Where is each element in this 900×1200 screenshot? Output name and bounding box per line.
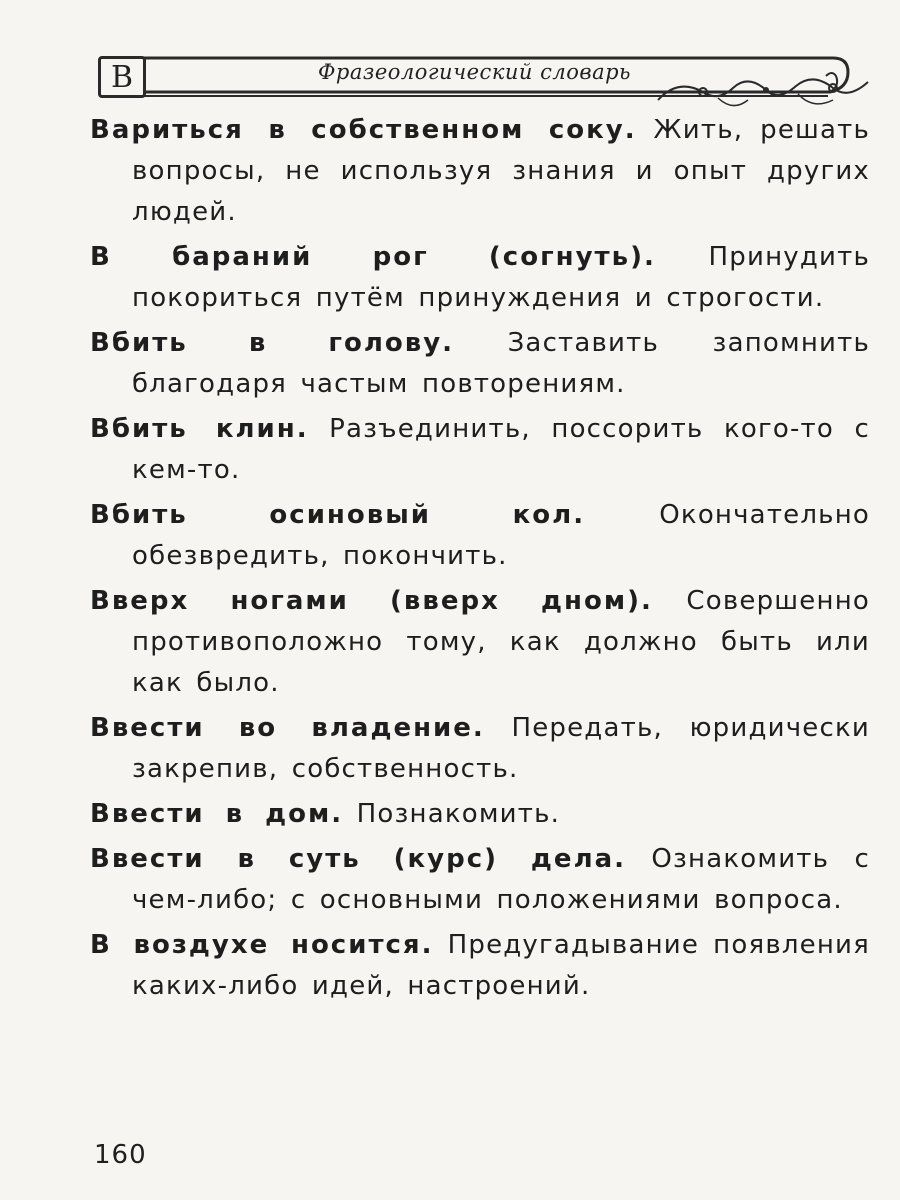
- entry-definition: Жить, решать вопросы, не используя знания и опыт других людей.: [132, 115, 871, 227]
- entry-definition: Передать, юридически закрепив, собственность.: [132, 713, 870, 784]
- dictionary-entry: [90, 323, 870, 405]
- dictionary-entry: [90, 794, 870, 835]
- entries-list: [90, 110, 870, 1011]
- entry-term: В бараний рог (согнуть).: [90, 242, 656, 272]
- page-number: 160: [94, 1140, 147, 1170]
- dictionary-entry: [90, 495, 870, 577]
- entry-term: Вбить осиновый кол.: [90, 500, 586, 530]
- entry-definition: Совершенно противоположно тому, как должно быть или как было.: [132, 586, 870, 698]
- entry-term: Ввести в дом.: [90, 799, 344, 829]
- entry-term: Ввести во владение.: [90, 713, 485, 743]
- section-letter: В: [98, 56, 146, 98]
- dictionary-entry: [90, 409, 870, 491]
- entry-definition: Разъединить, поссорить кого-то с кем-то.: [132, 414, 871, 485]
- entry-definition: Принудить покориться путём принуждения и строгости.: [132, 242, 870, 313]
- entry-definition: Познакомить.: [356, 799, 561, 829]
- dictionary-entry: [90, 581, 870, 704]
- dictionary-entry: [90, 839, 870, 921]
- dictionary-entry: [90, 110, 870, 233]
- entry-term: Вбить в голову.: [90, 328, 455, 358]
- dictionary-entry: [90, 237, 870, 319]
- entry-definition: Окончательно обезвредить, покончить.: [132, 500, 871, 571]
- entry-term: Вбить клин.: [90, 414, 309, 444]
- entry-term: Вариться в собственном соку.: [90, 115, 637, 145]
- dictionary-title: Фразеологический словарь: [318, 60, 631, 84]
- entry-term: В воздухе носится.: [90, 930, 434, 960]
- entry-term: Ввести в суть (курс) дела.: [90, 844, 627, 874]
- entry-definition: Предугадывание появления каких-либо идей, настроений.: [132, 930, 871, 1001]
- entry-definition: Заставить запомнить благодаря частым повторениям.: [132, 328, 871, 399]
- entry-definition: Ознакомить с чем-либо; с основными положениями вопроса.: [132, 844, 870, 915]
- entry-term: Вверх ногами (вверх дном).: [90, 586, 653, 616]
- dictionary-entry: [90, 708, 870, 790]
- header-banner: [88, 48, 858, 102]
- dictionary-entry: [90, 925, 870, 1007]
